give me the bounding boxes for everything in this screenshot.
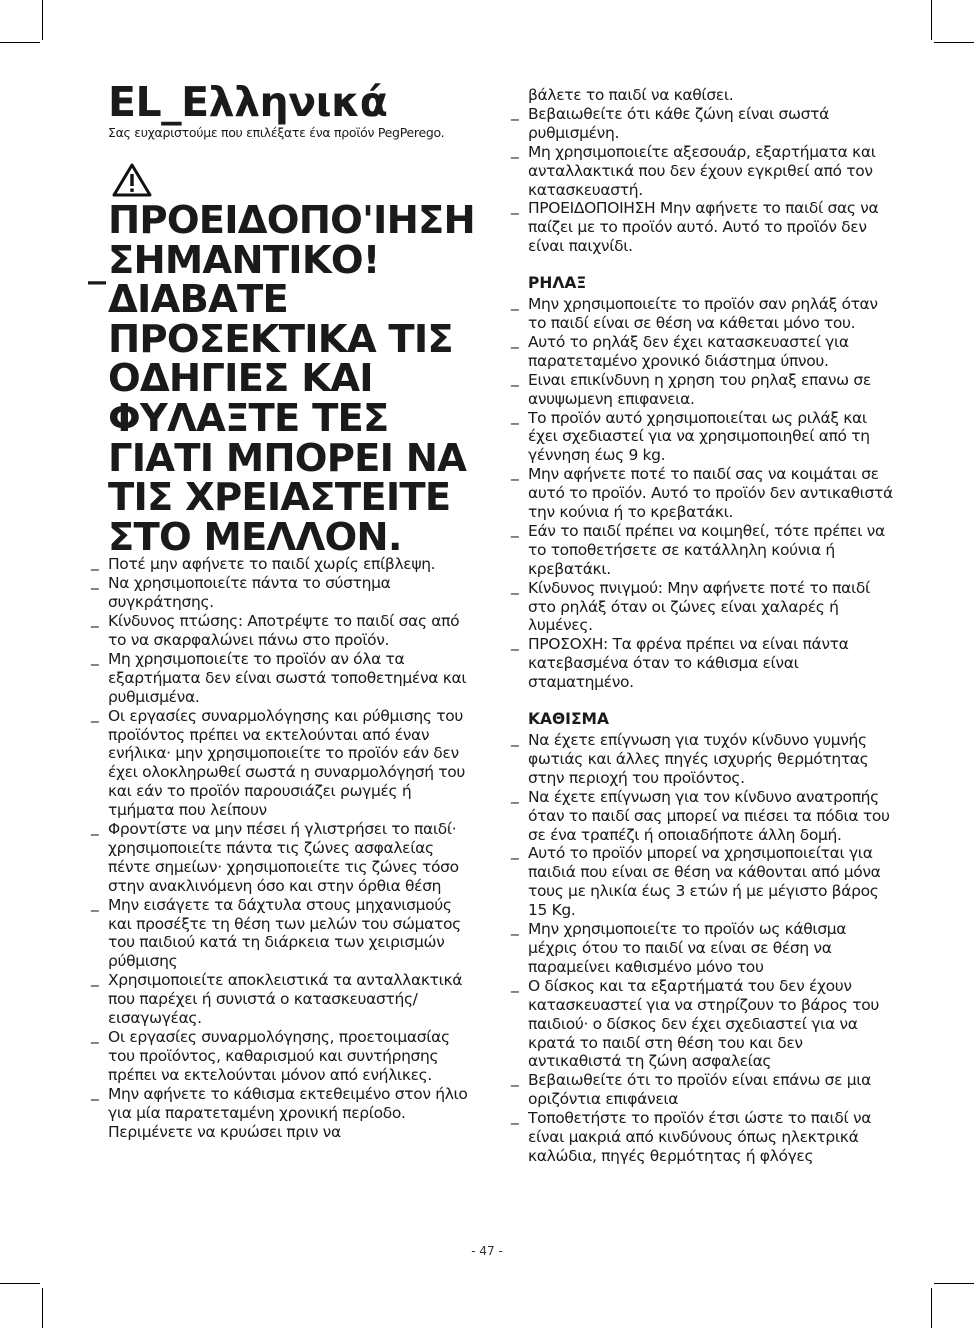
continued-text: βάλετε το παιδί να καθίσει. [528,86,734,104]
section-heading-rocker: ΡΗΛΑΞ [528,274,587,293]
page-number: - 47 - [471,1244,503,1258]
list-item: _ ΠΡΟΕΙΔΟΠΟΙΗΣΗ Μην αφήνετε το παιδί σας να παίζει με το προϊόν αυτό. Αυτό το προϊόν δεν είναι παιχνίδι. [510,199,895,256]
list-item: _ Μην αφήνετε ποτέ το παιδί σας να κοιμάται σε αυτό το προϊόν. Αυτό το προϊόν δεν αντικαθιστά την κούνια ή το κρεβατάκι. [510,465,895,522]
crop-mark [934,1283,974,1284]
general-warnings-list-continued [510,105,895,256]
list-item: _ Ο δίσκος και τα εξαρτήματά του δεν έχουν κατασκευαστεί για να στηρίζουν το βάρος του παιδιού· ο δίσκος δεν έχει σχεδιαστεί για να κρατά το παιδί στη θέση του και δεν αντικαθιστά τη ζώνη ασφαλείας [510,977,895,1072]
list-item: _ Μη χρησιμοποιείτε το προϊόν αν όλα τα εξαρτήματα δεν είναι σωστά τοποθετημένα και ρυθμισμένα. [90,650,470,707]
list-item: _ Να έχετε επίγνωση για τυχόν κίνδυνο γυμνής φωτιάς και άλλες πηγές ισχυρής θερμότητας στην περιοχή του προϊόντος. [510,731,895,788]
rocker-warnings-list [510,295,895,692]
page-subtitle: Σας ευχαριστούμε που επιλέξατε ένα προϊόν PegPerego. [108,125,445,140]
crop-mark [934,42,974,43]
list-item: _ Μην εισάγετε τα δάχτυλα στους μηχανισμούς και προσέξτε τη θέση των μελών του σώματος του παιδιού κατά τη διάρκεια των χειρισμών ρύθμισης [90,896,470,972]
list-item: _ Μη χρησιμοποιείτε αξεσουάρ, εξαρτήματα και ανταλλακτικά που δεν έχουν εγκριθεί από τον κατασκευαστή. [510,143,895,200]
warning-block [88,198,475,560]
list-item: _ Μην χρησιμοποιείτε το προϊόν ως κάθισμα μέχρις ότου το παιδί να είναι σε θέση να παραμείνει καθισμένο μόνο του [510,920,895,977]
warning-dash: _ [88,244,106,285]
crop-mark [42,0,43,40]
list-item: _ Μην αφήνετε το κάθισμα εκτεθειμένο στον ήλιο για μία παρατεταμένη χρονική περίοδο. Περιμένετε να κρυώσει πριν να [90,1085,470,1142]
warning-triangle-icon [112,163,152,197]
list-item: _ Βεβαιωθείτε ότι το προϊόν είναι επάνω σε μια οριζόντια επιφάνεια [510,1071,895,1109]
list-item: _ Οι εργασίες συναρμολόγησης, προετοιμασίας του προϊόντος, καθαρισμού και συντήρησης πρέπει να εκτελούνται μόνον από ενήλικες. [90,1028,470,1085]
list-item: _ Ειναι επικίνδυνη η χρηση του ρηλαξ επανω σε ανυψωμενη επιφανεια. [510,371,895,409]
crop-mark [0,42,40,43]
warning-heading: ΠΡΟΕΙΔΟΠΟ'ΙΗΣΗ [108,198,475,243]
list-item: _ Οι εργασίες συναρμολόγησης και ρύθμισης του προϊόντος πρέπει να εκτελούνται από έναν ενήλικα· μην χρησιμοποιείτε το προϊόν εάν δεν έχει ολοκληρωθεί σωστά η συναρμολόγησή του και εάν το προϊόν παρουσιάζει ρωγμές ή τμήματα που λείπουν [90,707,470,820]
list-item: _ Μην χρησιμοποιείτε το προϊόν σαν ρηλάξ όταν το παιδί είναι σε θέση να κάθεται μόνο του. [510,295,895,333]
crop-mark [0,1283,40,1284]
general-warnings-list [90,555,470,1141]
list-item: _ Τοποθετήστε το προϊόν έτσι ώστε το παιδί να είναι μακριά από κινδύνους όπως ηλεκτρικά καλώδια, πηγές θερμότητας ή φλόγες [510,1109,895,1166]
list-item: _ Βεβαιωθείτε ότι κάθε ζώνη είναι σωστά ρυθμισμένη. [510,105,895,143]
list-item: _ Εάν το παιδί πρέπει να κοιμηθεί, τότε πρέπει να το τοποθετήσετε σε κατάλληλη κούνια ή κρεβατάκι. [510,522,895,579]
crop-mark [42,1288,43,1328]
list-item: _ ΠΡΟΣΟΧΗ: Τα φρένα πρέπει να είναι πάντα κατεβασμένα όταν το κάθισμα είναι σταματημένο. [510,635,895,692]
page-title: EL_Ελληνικά [108,78,388,126]
section-heading-seat: ΚΑΘΙΣΜΑ [528,710,609,729]
warning-body: ΣΗΜΑΝΤΙΚΟ! ΔΙΑΒΑΤΕ ΠΡΟΣΕΚΤΙΚΑ ΤΙΣ ΟΔΗΓΙΕΣ ΚΑΙ ΦΥΛΑΞΤΕ ΤΕΣ ΓΙΑΤΙ ΜΠΟΡΕΙ ΝΑ ΤΙΣ ΧΡΕΙΑΣΤΕΙΤΕ ΣΤΟ ΜΕΛΛΟΝ. [108,237,467,560]
list-item: _ Αυτό το προϊόν μπορεί να χρησιμοποιείται για παιδιά που είναι σε θέση να κάθονται από μόνα τους με ηλικία έως 3 ετών ή με μέγιστο βάρος 15 Kg. [510,844,895,920]
list-item: _ Να χρησιμοποιείτε πάντα το σύστημα συγκράτησης. [90,574,470,612]
left-column [88,78,475,1141]
list-item: _ Κίνδυνος πτώσης: Αποτρέψτε το παιδί σας από το να σκαρφαλώνει πάνω στο προϊόν. [90,612,470,650]
seat-warnings-list [510,731,895,1166]
list-item: _ Χρησιμοποιείτε αποκλειστικά τα ανταλλακτικά που παρέχει ή συνιστά ο κατασκευαστής/εισαγωγέας. [90,971,470,1028]
right-column [510,86,895,1166]
list-item: _ Αυτό το ρηλάξ δεν έχει κατασκευαστεί για παρατεταμένο χρονικό διάστημα ύπνου. [510,333,895,371]
crop-mark [931,0,932,40]
list-item: _ Φροντίστε να μην πέσει ή γλιστρήσει το παιδί· χρησιμοποιείτε πάντα τις ζώνες ασφαλείας πέντε σημείων· χρησιμοποιείτε τις ζώνες τόσο στην ανακλινόμενη όσο και στην όρθια θέση [90,820,470,896]
list-item: _ Κίνδυνος πνιγμού: Μην αφήνετε ποτέ το παιδί στο ρηλάξ όταν οι ζώνες είναι χαλαρές ή λυμένες. [510,579,895,636]
list-item: _ Ποτέ μην αφήνετε το παιδί χωρίς επίβλεψη. [90,555,470,574]
crop-mark [931,1288,932,1328]
list-item: _ Το προϊόν αυτό χρησιμοποιείται ως ριλάξ και έχει σχεδιαστεί για να χρησιμοποιηθεί από τη γέννηση έως 9 kg. [510,409,895,466]
list-item: _ Να έχετε επίγνωση για τον κίνδυνο ανατροπής όταν το παιδί σας μπορεί να πιέσει τα πόδια του σε ένα τραπέζι ή οποιαδήποτε άλλη δομή. [510,788,895,845]
